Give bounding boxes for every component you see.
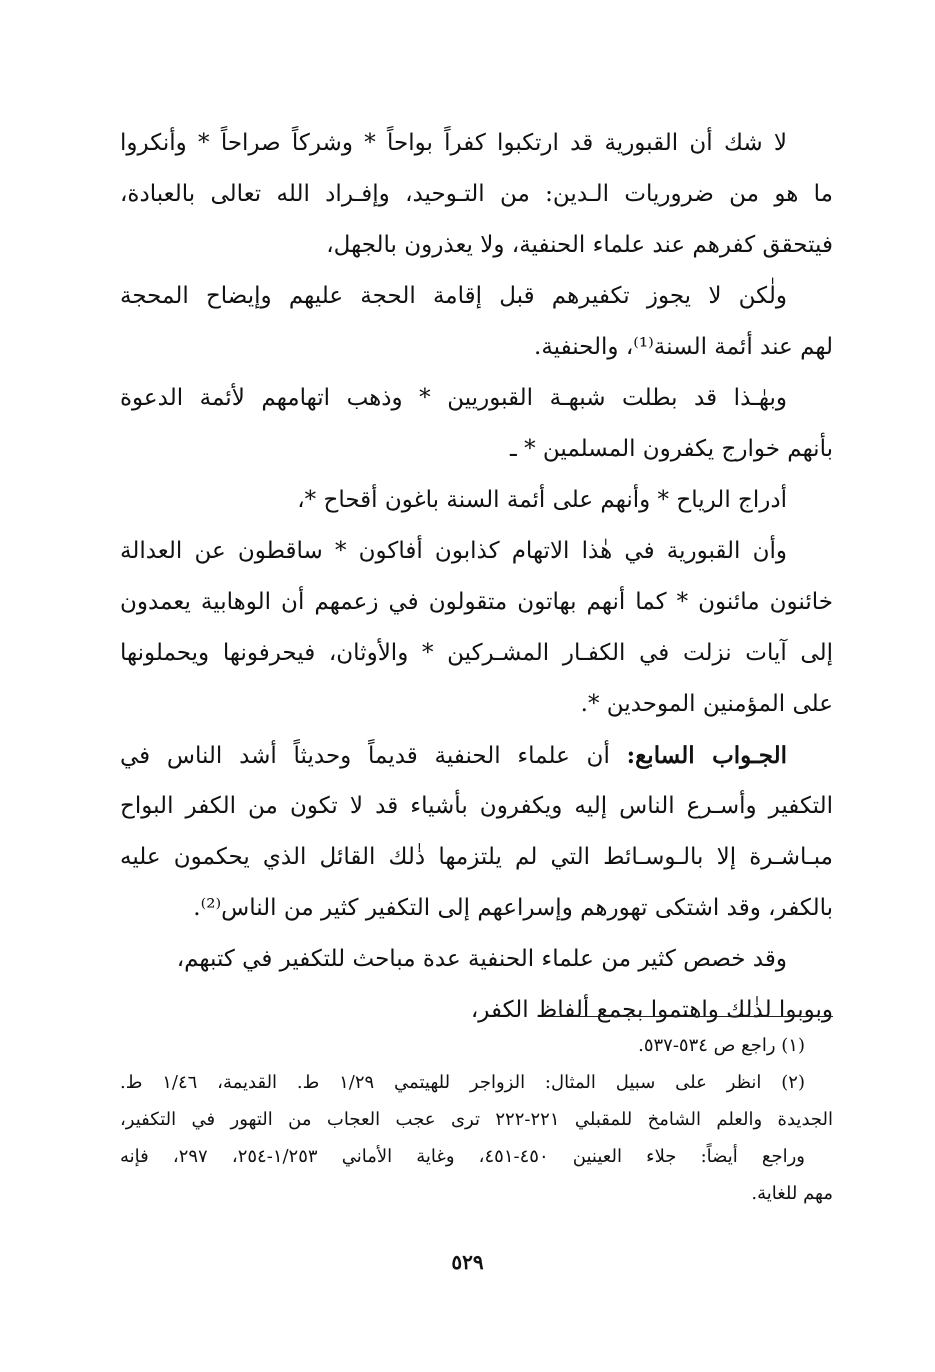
text-line: خائنون مائنون * كما أنهم بهاتون متقولون في زعمهم أن الوهابية يعمدون (120, 589, 833, 615)
text-line: ولٰكن لا يجوز تكفيرهم قبل إقامة الحجة عليهم وإيضاح المحجة (120, 283, 787, 309)
text-line: وبهٰـذا قد بطلت شبهـة القبوريين * وذهب اتهامهم لأئمة الدعوة (120, 385, 787, 411)
footnotes (120, 1027, 833, 1212)
text-line: التكفير وأسـرع الناس إليه ويكفرون بأشياء قد لا تكون من الكفر البواح (120, 793, 833, 819)
footnote-line: مهم للغاية. (751, 1183, 833, 1204)
text-line: وأن القبورية في هٰذا الاتهام كذابون أفاكون * ساقطون عن العدالة (120, 538, 787, 564)
text-line: وقد خصص كثير من علماء الحنفية عدة مباحث للتكفير في كتبهم، (176, 946, 787, 972)
text-line: فيتحقق كفرهم عند علماء الحنفية، ولا يعذرون بالجهل، (326, 232, 833, 258)
text-line: أدراج الرياح * وأنهم على أئمة السنة باغون أقحاح *، (297, 487, 787, 513)
footnote-line: (٢) انظر على سبيل المثال: الزواجر للهيتمي ١/٢٩ ط. القديمة، ١/٤٦ ط. (120, 1072, 805, 1093)
main-text (120, 118, 833, 1036)
answer-heading: الجـواب السابع: (626, 742, 787, 769)
text-line: على المؤمنين الموحدين *. (580, 691, 833, 717)
text-line: لهم عند أئمة السنة⁽¹⁾، والحنفية. (534, 334, 833, 360)
text-line: لا شك أن القبورية قد ارتكبوا كفراً بواحاً * وشركاً صراحاً * وأنكروا (120, 130, 787, 156)
text-line: إلى آيات نزلت في الكفـار المشـركين * والأوثان، فيحرفونها ويحملونها (120, 640, 833, 666)
footnote-line: (١) راجع ص ٥٣٤-٥٣٧. (638, 1035, 805, 1056)
text-line: ما هو من ضروريات الـدين: من التـوحيد، وإفـراد الله تعالى بالعبادة، (120, 181, 833, 207)
footnote-line: وراجع أيضاً: جلاء العينين ٤٥٠-٤٥١، وغاية الأماني ١/٢٥٣-٢٥٤، ٢٩٧، فإنه (120, 1146, 805, 1167)
page-number: ٥٢٩ (451, 1250, 484, 1274)
footnote-divider (543, 1016, 833, 1017)
answer-text: أن علماء الحنفية قديماً وحديثاً أشد الناس في (120, 743, 627, 769)
text-line: مبـاشـرة إلا بالـوسـائط التي لم يلتزمها ذٰلك القائل الذي يحكمون عليه (120, 844, 833, 870)
footnote-line: الجديدة والعلم الشامخ للمقبلي ٢٢١-٢٢٢ ترى عجب العجاب من التهور في التكفير، (120, 1109, 833, 1130)
text-line: وبوبوا لذٰلك واهتموا بجمع ألفاظ الكفر، (470, 997, 833, 1023)
text-line: بأنهم خوارج يكفرون المسلمين * ـ (510, 436, 833, 462)
text-line: بالكفر، وقد اشتكى تهورهم وإسراعهم إلى التكفير كثير من الناس⁽²⁾. (193, 895, 833, 921)
text-line (120, 730, 833, 781)
